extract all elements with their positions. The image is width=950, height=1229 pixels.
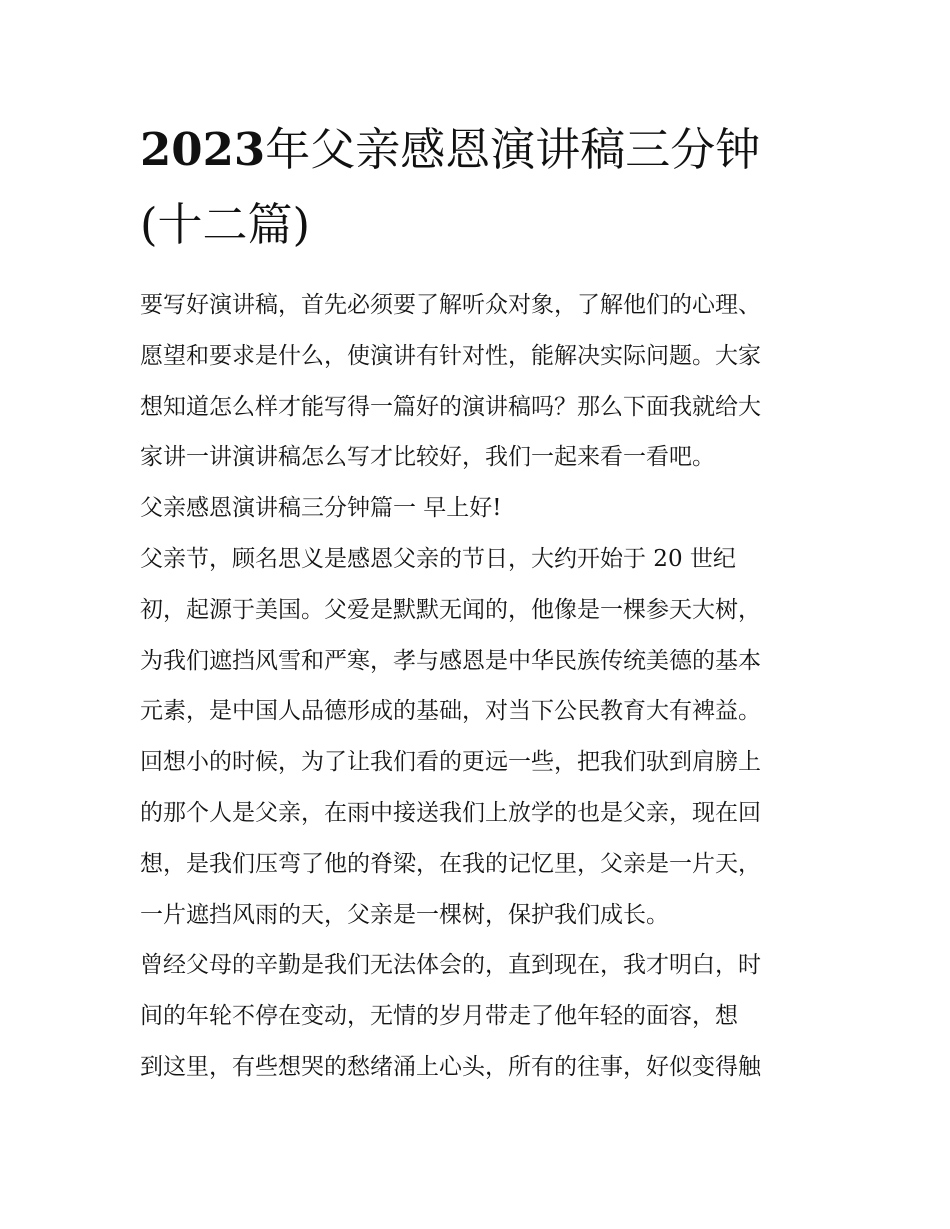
- text-line: 愿望和要求是什么，使演讲有针对性，能解决实际问题。大家: [140, 342, 761, 369]
- text-line: 一片遮挡风雨的天，父亲是一棵树，保护我们成长。: [140, 901, 669, 928]
- title-year: 2023: [140, 123, 266, 176]
- text-line: 曾经父母的辛勤是我们无法体会的，直到现在，我才明白，时: [140, 952, 761, 979]
- document-body: [140, 280, 820, 1093]
- text-line: 间的年轮不停在变动，无情的岁月带走了他年轻的面容，想: [140, 1003, 738, 1030]
- text-line: 的那个人是父亲，在雨中接送我们上放学的也是父亲，现在回: [140, 799, 761, 826]
- document-title: [140, 112, 820, 262]
- section-heading-line: 父亲感恩演讲稿三分钟篇一 早上好!: [140, 495, 502, 522]
- text-line: 要写好演讲稿，首先必须要了解听众对象，了解他们的心理、: [140, 292, 761, 318]
- text-line: 父亲节，顾名思义是感恩父亲的节日，大约开始于 20 世纪: [140, 545, 736, 572]
- title-text-line2: (十二篇): [140, 198, 311, 251]
- text-line: 想，是我们压弯了他的脊梁，在我的记忆里，父亲是一片天，: [140, 850, 761, 877]
- text-line: 为我们遮挡风雪和严寒，孝与感恩是中华民族传统美德的基本: [140, 647, 761, 674]
- title-text-line1: 年父亲感恩演讲稿三分钟: [265, 123, 761, 176]
- text-line: 到这里，有些想哭的愁绪涌上心头，所有的往事，好似变得触: [140, 1053, 761, 1080]
- text-line: 初，起源于美国。父爱是默默无闻的，他像是一棵参天大树，: [140, 596, 761, 623]
- text-line: 元素，是中国人品德形成的基础，对当下公民教育大有裨益。: [140, 698, 761, 725]
- text-line: 回想小的时候，为了让我们看的更远一些，把我们驮到肩膀上: [140, 749, 761, 776]
- text-line: 家讲一讲演讲稿怎么写才比较好，我们一起来看一看吧。: [140, 444, 715, 471]
- text-line: 想知道怎么样才能写得一篇好的演讲稿吗？那么下面我就给大: [140, 393, 761, 420]
